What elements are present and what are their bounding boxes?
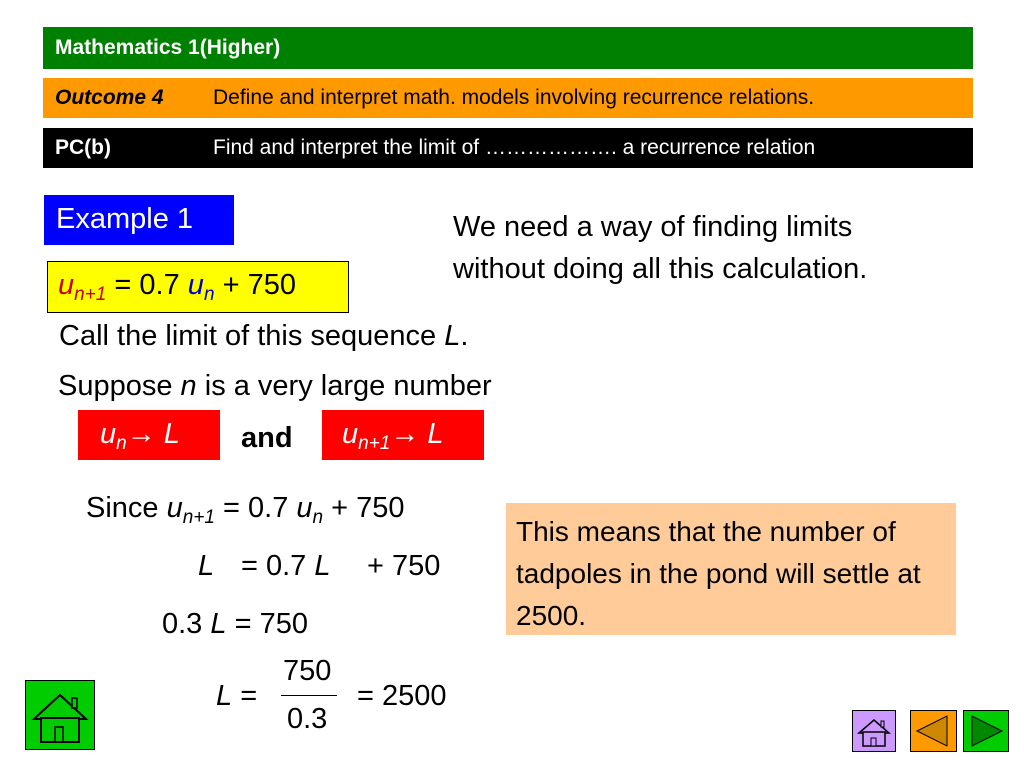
example-title: Example 1 <box>56 203 194 235</box>
outcome-bar <box>43 78 973 118</box>
right-arrow-icon <box>964 711 1008 751</box>
nav-home-button[interactable] <box>852 710 896 752</box>
fraction-bar <box>281 695 337 696</box>
home-button[interactable] <box>25 680 95 750</box>
derivation-step-2-rhs: = 0.7 L <box>241 550 331 582</box>
suppose-statement: Suppose n is a very large number <box>58 370 492 402</box>
outcome-label: Outcome 4 <box>55 86 164 109</box>
recurrence-formula-box <box>47 261 349 313</box>
outcome-text: Define and interpret math. models involving recurrence relations. <box>213 86 815 109</box>
un1-limit-box: $u_{n+1}\to L$ <box>322 410 484 460</box>
fraction-numerator: 750 <box>283 655 332 687</box>
derivation-step-2: L <box>198 550 215 582</box>
left-arrow-icon <box>911 711 956 751</box>
conclusion-text: This means that the number of tadpoles in the pond will settle at 2500. <box>516 516 921 631</box>
explanation-text: We need a way of finding limits without doing all this calculation. <box>453 211 868 285</box>
limit-statement: Call the limit of this sequence L. <box>59 320 469 352</box>
derivation-step-4-lhs: L = <box>216 680 258 712</box>
pc-bar <box>43 128 973 168</box>
pc-label: PC(b) <box>55 136 111 159</box>
derivation-step-1: Since $u_{n+1} = 0.7$ $u_n + 750$ <box>86 492 405 528</box>
recurrence-formula: $u_{n+1} = 0.7$ $u_n + 750$ <box>58 269 296 305</box>
forward-button[interactable] <box>963 710 1009 752</box>
title-bar <box>43 27 973 69</box>
conclusion-box <box>506 503 956 635</box>
derivation-step-3: 0.3 L = 750 <box>162 608 308 640</box>
back-button[interactable] <box>910 710 957 752</box>
derivation-step-2-end: + 750 <box>367 550 441 582</box>
course-title: Mathematics 1(Higher) <box>55 36 281 59</box>
derivation-result: = 2500 <box>357 680 447 712</box>
pc-text: Find and interpret the limit of ………………. a recurrence relation <box>213 136 816 159</box>
un-limit-box: $u_n\to L$ <box>78 410 220 460</box>
home-icon <box>26 681 94 749</box>
and-word: and <box>241 422 293 454</box>
example-title-box <box>44 195 234 245</box>
fraction-denominator: 0.3 <box>287 703 328 735</box>
home-icon <box>853 711 895 751</box>
